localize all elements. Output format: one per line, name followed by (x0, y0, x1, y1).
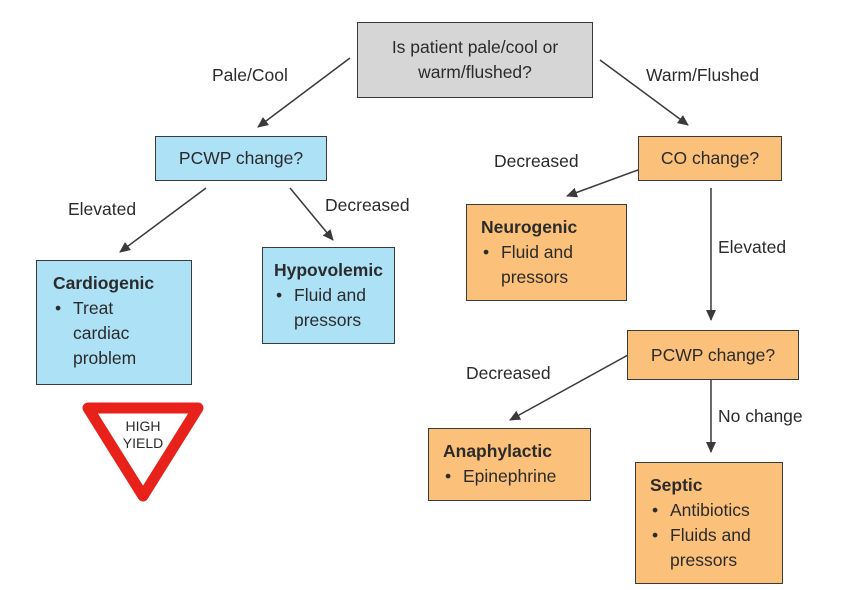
neurogenic-title: Neurogenic (481, 217, 578, 237)
septic-item: • Antibiotics (650, 498, 774, 523)
neurogenic-node (466, 204, 627, 301)
septic-node (635, 462, 783, 584)
cardiogenic-item: • Treat cardiac problem (53, 296, 165, 371)
pcwp-change-text-right: PCWP change? (650, 344, 776, 365)
high-yield-label (80, 418, 206, 452)
edge-label-warm-flushed: Warm/Flushed (646, 65, 760, 85)
high-yield-line2: YIELD (122, 435, 164, 451)
edge-label-elevated: Elevated (68, 199, 137, 219)
pcwp-change-node-right (627, 330, 799, 380)
septic-title: Septic (650, 475, 703, 495)
hypovolemic-node (262, 247, 395, 344)
cardiogenic-node (36, 260, 192, 385)
septic-item: • Fluids and pressors (650, 523, 780, 573)
edge-label-elevated-co: Elevated (718, 237, 787, 257)
question-node (357, 22, 593, 98)
high-yield-line1: HIGH (125, 418, 161, 434)
edge-label-pale-cool: Pale/Cool (212, 65, 288, 85)
arrow-to-neurogenic (567, 170, 638, 196)
co-change-text: CO change? (660, 148, 760, 168)
edge-label-decreased-co: Decreased (494, 151, 579, 171)
edge-label-no-change: No change (718, 406, 803, 426)
pcwp-change-text: PCWP change? (178, 148, 304, 168)
anaphylactic-title: Anaphylactic (443, 441, 552, 461)
high-yield-warning-icon (80, 400, 206, 504)
cardiogenic-title: Cardiogenic (53, 273, 155, 293)
neurogenic-item: • Fluid and pressors (481, 240, 593, 290)
edge-label-decreased-pcwp: Decreased (466, 363, 551, 383)
anaphylactic-node (428, 428, 591, 501)
anaphylactic-item: • Epinephrine (443, 464, 580, 489)
question-text: Is patient pale/cool or warm/flushed? (391, 37, 559, 82)
hypovolemic-title: Hypovolemic (274, 260, 383, 280)
edge-label-decreased: Decreased (325, 195, 410, 215)
co-change-node (638, 136, 782, 181)
hypovolemic-item: • Fluid and pressors (274, 283, 386, 333)
pcwp-change-node-left (155, 136, 327, 181)
